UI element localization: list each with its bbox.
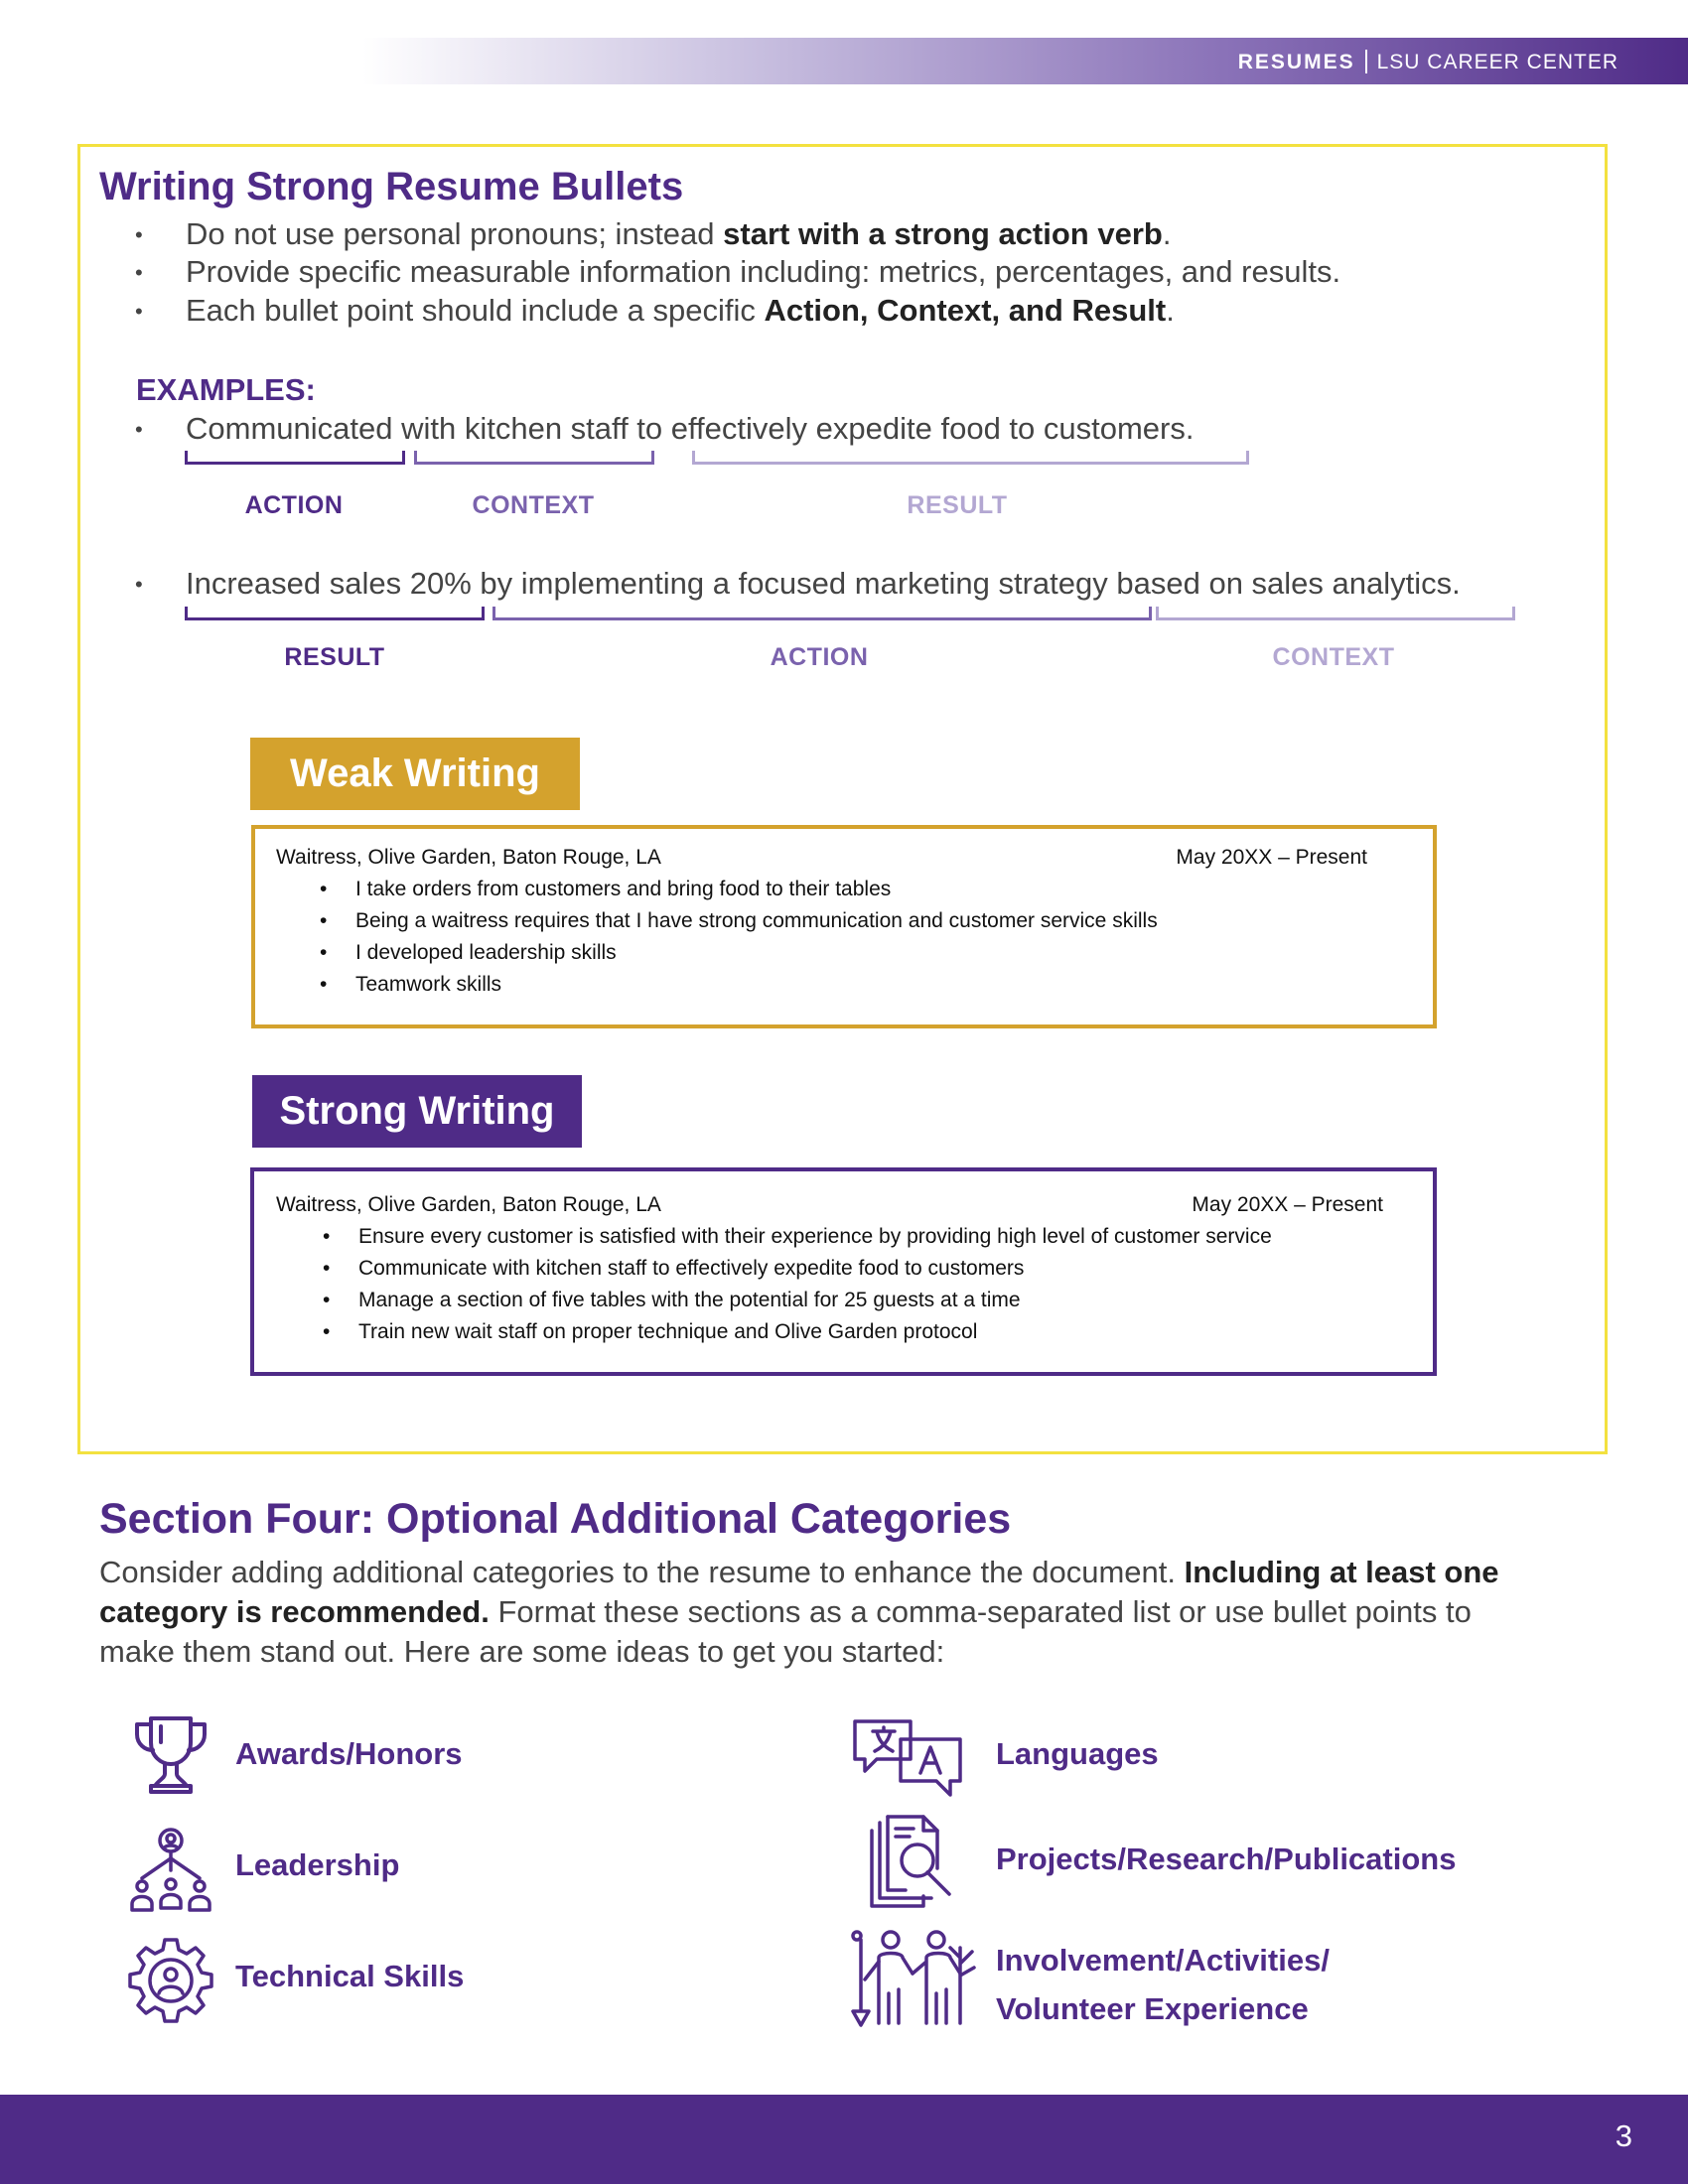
context-bracket: [1156, 607, 1515, 620]
sample-bullet: • Communicate with kitchen staff to effectively expedite food to customers: [323, 1257, 1025, 1280]
result-bracket: [185, 607, 485, 620]
translate-icon: [851, 1715, 970, 1799]
sample-bullet: • I take orders from customers and bring food to their tables: [320, 878, 892, 900]
header-title: [1238, 50, 1618, 74]
category-technical-skills: Technical Skills: [235, 1959, 465, 1993]
context-bracket: [414, 451, 654, 465]
section-four-title: Section Four: Optional Additional Categories: [99, 1495, 1012, 1543]
header-section: RESUMES: [1237, 51, 1355, 73]
weak-writing-sample: [251, 825, 1437, 1028]
action-bracket: [492, 607, 1152, 620]
action-bracket: [185, 451, 405, 465]
sample-bullet: • Teamwork skills: [320, 973, 502, 996]
tag-result: RESULT: [284, 643, 385, 671]
strong-writing-sample: [250, 1167, 1437, 1376]
leadership-icon: [126, 1827, 215, 1916]
header-divider: [1365, 50, 1367, 73]
category-involvement-line-2: Volunteer Experience: [996, 1991, 1309, 2026]
section-four-paragraph-line: category is recommended. Format these sections as a comma-separated list or use bullet points to: [99, 1594, 1472, 1629]
job-title: Waitress, Olive Garden, Baton Rouge, LA: [276, 1193, 661, 1216]
section-four-paragraph-line: Consider adding additional categories to the resume to enhance the document. Including at least one: [99, 1555, 1499, 1589]
tips-title: Writing Strong Resume Bullets: [99, 165, 684, 208]
tag-action: ACTION: [244, 491, 344, 519]
strong-writing-label: Strong Writing: [252, 1075, 582, 1148]
weak-writing-label: Weak Writing: [250, 738, 580, 810]
header-org: LSU CAREER CENTER: [1376, 51, 1618, 73]
tag-result: RESULT: [907, 491, 1008, 519]
category-leadership: Leadership: [235, 1847, 400, 1882]
job-date: May 20XX – Present: [1192, 1193, 1383, 1216]
document-search-icon: [866, 1815, 959, 1910]
sample-bullet: • I developed leadership skills: [320, 941, 617, 964]
gear-person-icon: [126, 1936, 215, 2025]
category-awards: Awards/Honors: [235, 1736, 463, 1771]
result-bracket: [692, 451, 1249, 465]
category-languages: Languages: [996, 1736, 1159, 1771]
footer-band: [0, 2095, 1688, 2184]
tag-action: ACTION: [770, 643, 869, 671]
section-four-paragraph-line: make them stand out. Here are some ideas to get you started:: [99, 1634, 945, 1669]
volunteers-icon: [851, 1928, 982, 2027]
sample-bullet: • Ensure every customer is satisfied with their experience by providing high level of customer service: [323, 1225, 1272, 1248]
job-title: Waitress, Olive Garden, Baton Rouge, LA: [276, 846, 661, 869]
trophy-icon: [129, 1712, 212, 1796]
tag-context: CONTEXT: [1272, 643, 1395, 671]
examples-label: EXAMPLES:: [136, 372, 316, 407]
sample-bullet: • Being a waitress requires that I have strong communication and customer service skills: [320, 909, 1158, 932]
page-number: 3: [1615, 2118, 1632, 2153]
sample-bullet: • Manage a section of five tables with the potential for 25 guests at a time: [323, 1289, 1021, 1311]
job-date: May 20XX – Present: [1176, 846, 1367, 869]
tag-context: CONTEXT: [472, 491, 595, 519]
sample-bullet: • Train new wait staff on proper technique and Olive Garden protocol: [323, 1320, 978, 1343]
category-involvement-line-1: Involvement/Activities/: [996, 1943, 1330, 1978]
category-projects: Projects/Research/Publications: [996, 1842, 1457, 1876]
